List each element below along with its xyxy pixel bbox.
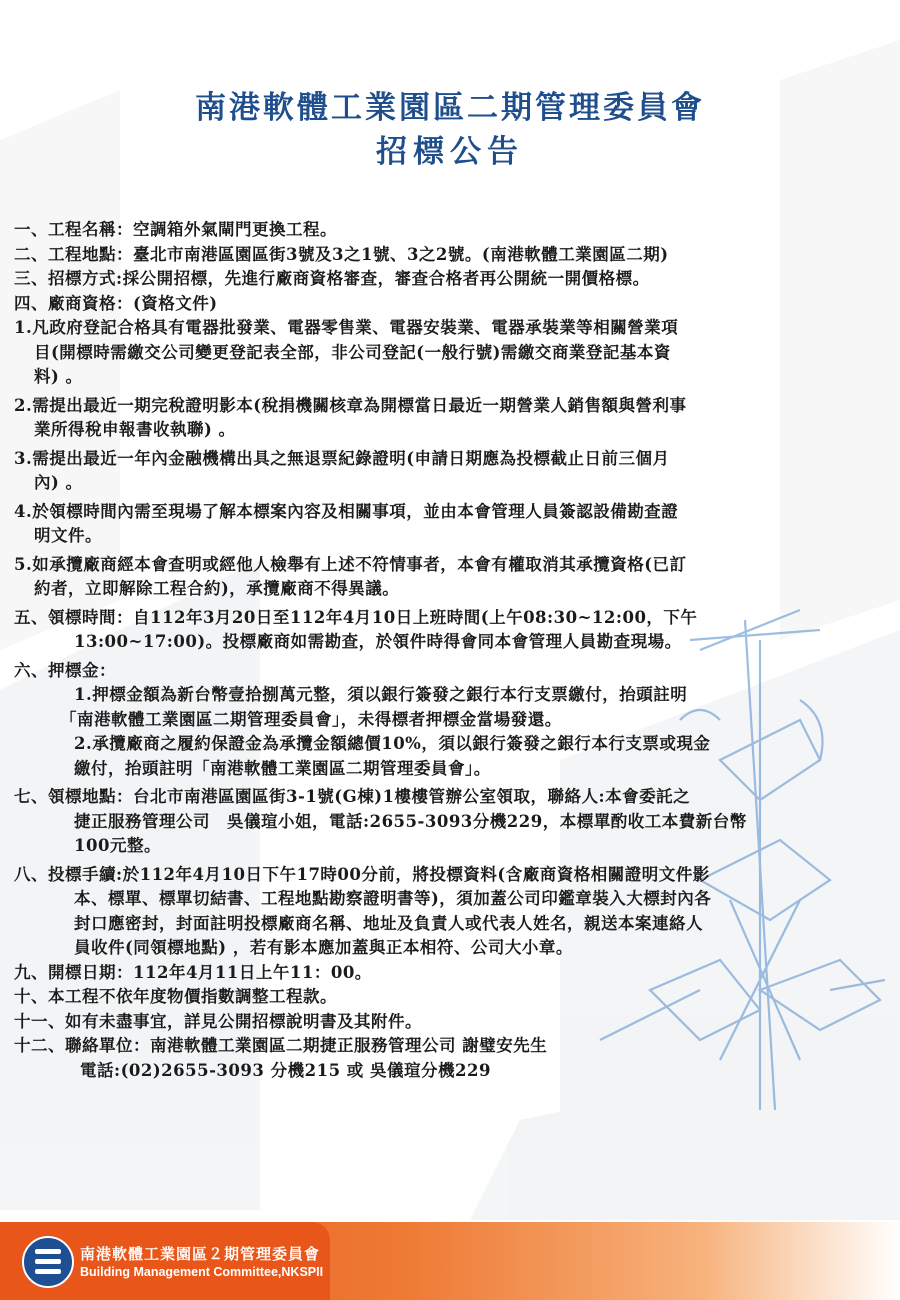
- item-10-no-price-adjustment: 十、本工程不依年度物價指數調整工程款。: [14, 987, 337, 1006]
- item-12-contact-phone: 電話:(02)2655-3093 分機215 或 吳儀瑄分機229: [80, 1060, 491, 1080]
- item-3-tender-method: 三、招標方式:採公開招標，先進行廠商資格審查，審查合格者再公開統一開價格標。: [14, 269, 650, 288]
- item-8-procedure-line-3: 封口應密封，封面註明投標廠商名稱、地址及負責人或代表人姓名，親送本案連絡人: [74, 913, 703, 933]
- qualification-4-line-2: 明文件。: [34, 526, 102, 545]
- qualification-5-line-2: 約者，立即解除工程合約)，承攬廠商不得異議。: [34, 579, 400, 598]
- qualification-1-line-1: 1.凡政府登記合格具有電器批發業、電器零售業、電器安裝業、電器承裝業等相關營業項: [14, 318, 679, 337]
- item-4-qualifications: 四、廠商資格：(資格文件): [14, 293, 218, 313]
- qualification-2-line-2: 業所得稅申報書收執聯) 。: [34, 420, 236, 439]
- item-12-contact-unit: 十二、聯絡單位：南港軟體工業園區二期捷正服務管理公司 謝璧安先生: [14, 1036, 548, 1055]
- item-6-deposit: 六、押標金：: [14, 660, 116, 680]
- qualification-5-line-1: 5.如承攬廠商經本會查明或經他人檢舉有上述不符情事者，本會有權取消其承攬資格(已訂: [14, 554, 687, 574]
- announcement-title: 招標公告: [376, 134, 524, 170]
- item-7-pickup-location-line-2: 捷正服務管理公司 吳儀瑄小姐，電話:2655-3093分機229，本標單酌收工本費新台幣: [74, 811, 747, 831]
- committee-logo-icon: [22, 1236, 74, 1288]
- item-11-other-matters: 十一、如有未盡事宜，詳見公開招標說明書及其附件。: [14, 1011, 422, 1031]
- item-5-pickup-time-line-2: 13:00~17:00)。投標廠商如需勘查，於領件時得會同本會管理人員勘查現場。: [74, 632, 682, 651]
- item-9-opening-date: 九、開標日期：112年4月11日上午11：00。: [14, 962, 372, 982]
- qualification-3-line-1: 3.需提出最近一年內金融機構出具之無退票紀錄證明(申請日期應為投標截止日前三個月: [14, 448, 670, 468]
- item-8-procedure-line-2: 本、標單、標單切結書、工程地點勘察證明書等)，須加蓋公司印鑑章裝入大標封內各: [74, 889, 712, 908]
- item-7-pickup-location-line-3: 100元整。: [74, 836, 161, 855]
- deposit-2-line-2: 繳付，抬頭註明「南港軟體工業園區二期管理委員會」。: [74, 758, 491, 778]
- item-7-pickup-location-line-1: 七、領標地點：台北市南港區園區街3-1號(G棟)1樓樓管辦公室領取，聯絡人:本會委託之: [14, 787, 691, 806]
- qualification-2-line-1: 2.需提出最近一期完稅證明影本(稅捐機關核章為開標當日最近一期營業人銷售額與營利事: [14, 395, 687, 415]
- title-block: [0, 88, 900, 172]
- item-8-procedure-line-1: 八、投標手續:於112年4月10日下午17時00分前，將投標資料(含廠商資格相關證明文件影: [14, 864, 710, 884]
- deposit-1-line-1: 1.押標金額為新台幣壹拾捌萬元整，須以銀行簽發之銀行本行支票繳付，抬頭註明: [74, 685, 688, 704]
- committee-title: 南港軟體工業園區二期管理委員會: [195, 90, 705, 126]
- qualification-4-line-1: 4.於領標時間內需至現場了解本標案內容及相關事項，並由本會管理人員簽認設備勘查證: [14, 501, 679, 521]
- item-8-procedure-line-4: 員收件(同領標地點) ，若有影本應加蓋與正本相符、公司大小章。: [74, 938, 573, 957]
- qualification-1-line-3: 料) 。: [34, 367, 83, 386]
- qualification-1-line-2: 目(開標時需繳交公司變更登記表全部，非公司登記(一般行號)需繳交商業登記基本資: [34, 342, 671, 362]
- item-1-project-name: 一、工程名稱：空調箱外氣閘門更換工程。: [14, 220, 337, 239]
- notice-body: [14, 218, 874, 1083]
- footer-org-name: 南港軟體工業園區２期管理委員會: [80, 1245, 321, 1263]
- item-2-project-location: 二、工程地點：臺北市南港區園區街3號及3之1號、3之2號。(南港軟體工業園區二期): [14, 244, 669, 264]
- item-5-pickup-time-line-1: 五、領標時間：自112年3月20日至112年4月10日上班時間(上午08:30~12:00，下午: [14, 607, 698, 627]
- footer-org-name-en: Building Management Committee,NKSPII: [80, 1265, 324, 1279]
- deposit-1-line-2: 「南港軟體工業園區二期管理委員會」，未得標者押標金當場發還。: [60, 709, 562, 729]
- qualification-3-line-2: 內) 。: [34, 473, 83, 492]
- deposit-2-line-1: 2.承攬廠商之履約保證金為承攬金額總價10%，須以銀行簽發之銀行本行支票或現金: [74, 734, 711, 753]
